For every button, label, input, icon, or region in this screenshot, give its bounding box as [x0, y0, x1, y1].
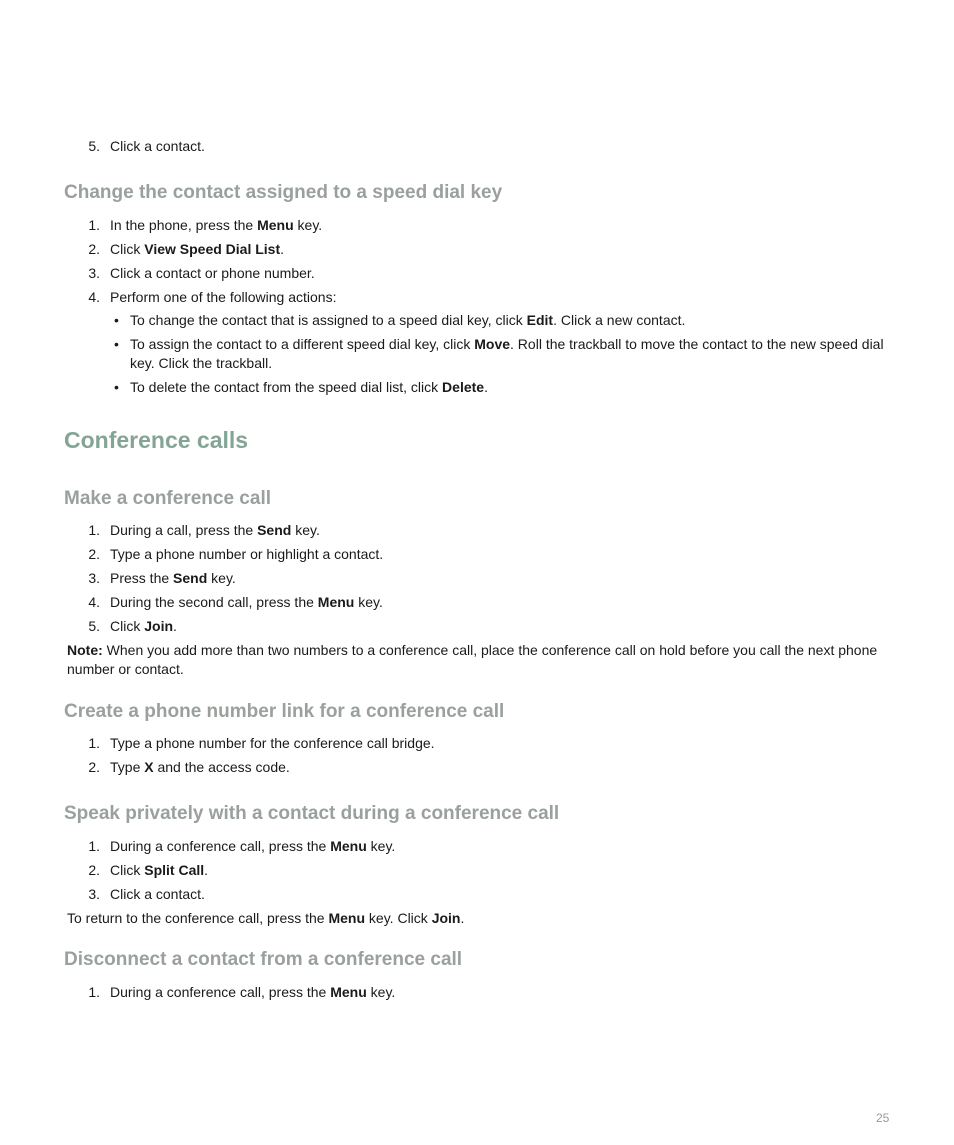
section-heading-speak-privately: Speak privately with a contact during a conference call [64, 803, 560, 824]
step-number: 2. [88, 546, 100, 562]
step-text: During the second call, press the Menu key. [110, 594, 383, 610]
step-text: Type a phone number for the conference call bridge. [110, 735, 435, 751]
step-number: 4. [88, 289, 100, 305]
menu-item-name: View Speed Dial List [144, 241, 281, 257]
step-number: 1. [88, 735, 100, 751]
step-number: 2. [88, 759, 100, 775]
section-heading-speed-dial: Change the contact assigned to a speed dial key [64, 182, 503, 203]
key-name: Menu [257, 217, 294, 233]
step-number: 1. [88, 217, 100, 233]
chapter-title: Conference calls [64, 427, 249, 453]
bullet-icon: • [114, 379, 119, 395]
step-number: 5. [88, 618, 100, 634]
step-number: 3. [88, 570, 100, 586]
step-text: Click Join. [110, 618, 177, 634]
step-text: Click a contact. [110, 886, 205, 902]
bullet-text: To assign the contact to a different speed dial key, click Move. Roll the trackball to move the contact to the new speed dial key. Click the trackball. [130, 336, 884, 371]
step-text: During a call, press the Send key. [110, 522, 320, 538]
step-number: 3. [88, 265, 100, 281]
step-number: 1. [88, 522, 100, 538]
section-heading-phone-number-link: Create a phone number link for a conference call [64, 701, 505, 722]
step-text: Click Split Call. [110, 862, 209, 878]
bullet-text: To delete the contact from the speed dial list, click Delete. [130, 379, 488, 395]
step-text: Type X and the access code. [110, 759, 290, 775]
step-text: Click a contact or phone number. [110, 265, 315, 281]
page-number: 25 [876, 1111, 890, 1125]
section-heading-disconnect: Disconnect a contact from a conference call [64, 949, 463, 970]
step-text: In the phone, press the Menu key. [110, 217, 323, 233]
step-number: 1. [88, 838, 100, 854]
note-text: When you add more than two numbers to a conference call, place the conference call on hold before you call the next phone number or contact. [67, 642, 878, 677]
step-number: 5. [88, 138, 100, 154]
step-number: 4. [88, 594, 100, 610]
step-text: Type a phone number or highlight a contact. [110, 546, 384, 562]
step-number: 1. [88, 984, 100, 1000]
bullet-icon: • [114, 312, 119, 328]
return-paragraph: To return to the conference call, press the Menu key. Click Join. [67, 910, 465, 926]
note-label: Note: [67, 642, 103, 658]
section-heading-make-conference-call: Make a conference call [64, 488, 271, 509]
bullet-text: To change the contact that is assigned to a speed dial key, click Edit. Click a new contact. [130, 312, 686, 328]
step-text: Press the Send key. [110, 570, 236, 586]
step-text: During a conference call, press the Menu key. [110, 984, 396, 1000]
step-number: 2. [88, 241, 100, 257]
bullet-icon: • [114, 336, 119, 352]
step-number: 2. [88, 862, 100, 878]
step-number: 3. [88, 886, 100, 902]
step-text: During a conference call, press the Menu key. [110, 838, 396, 854]
step-text: Perform one of the following actions: [110, 289, 337, 305]
note-paragraph [67, 641, 897, 679]
step-text: Click View Speed Dial List. [110, 241, 285, 257]
step-text: Click a contact. [110, 138, 205, 154]
